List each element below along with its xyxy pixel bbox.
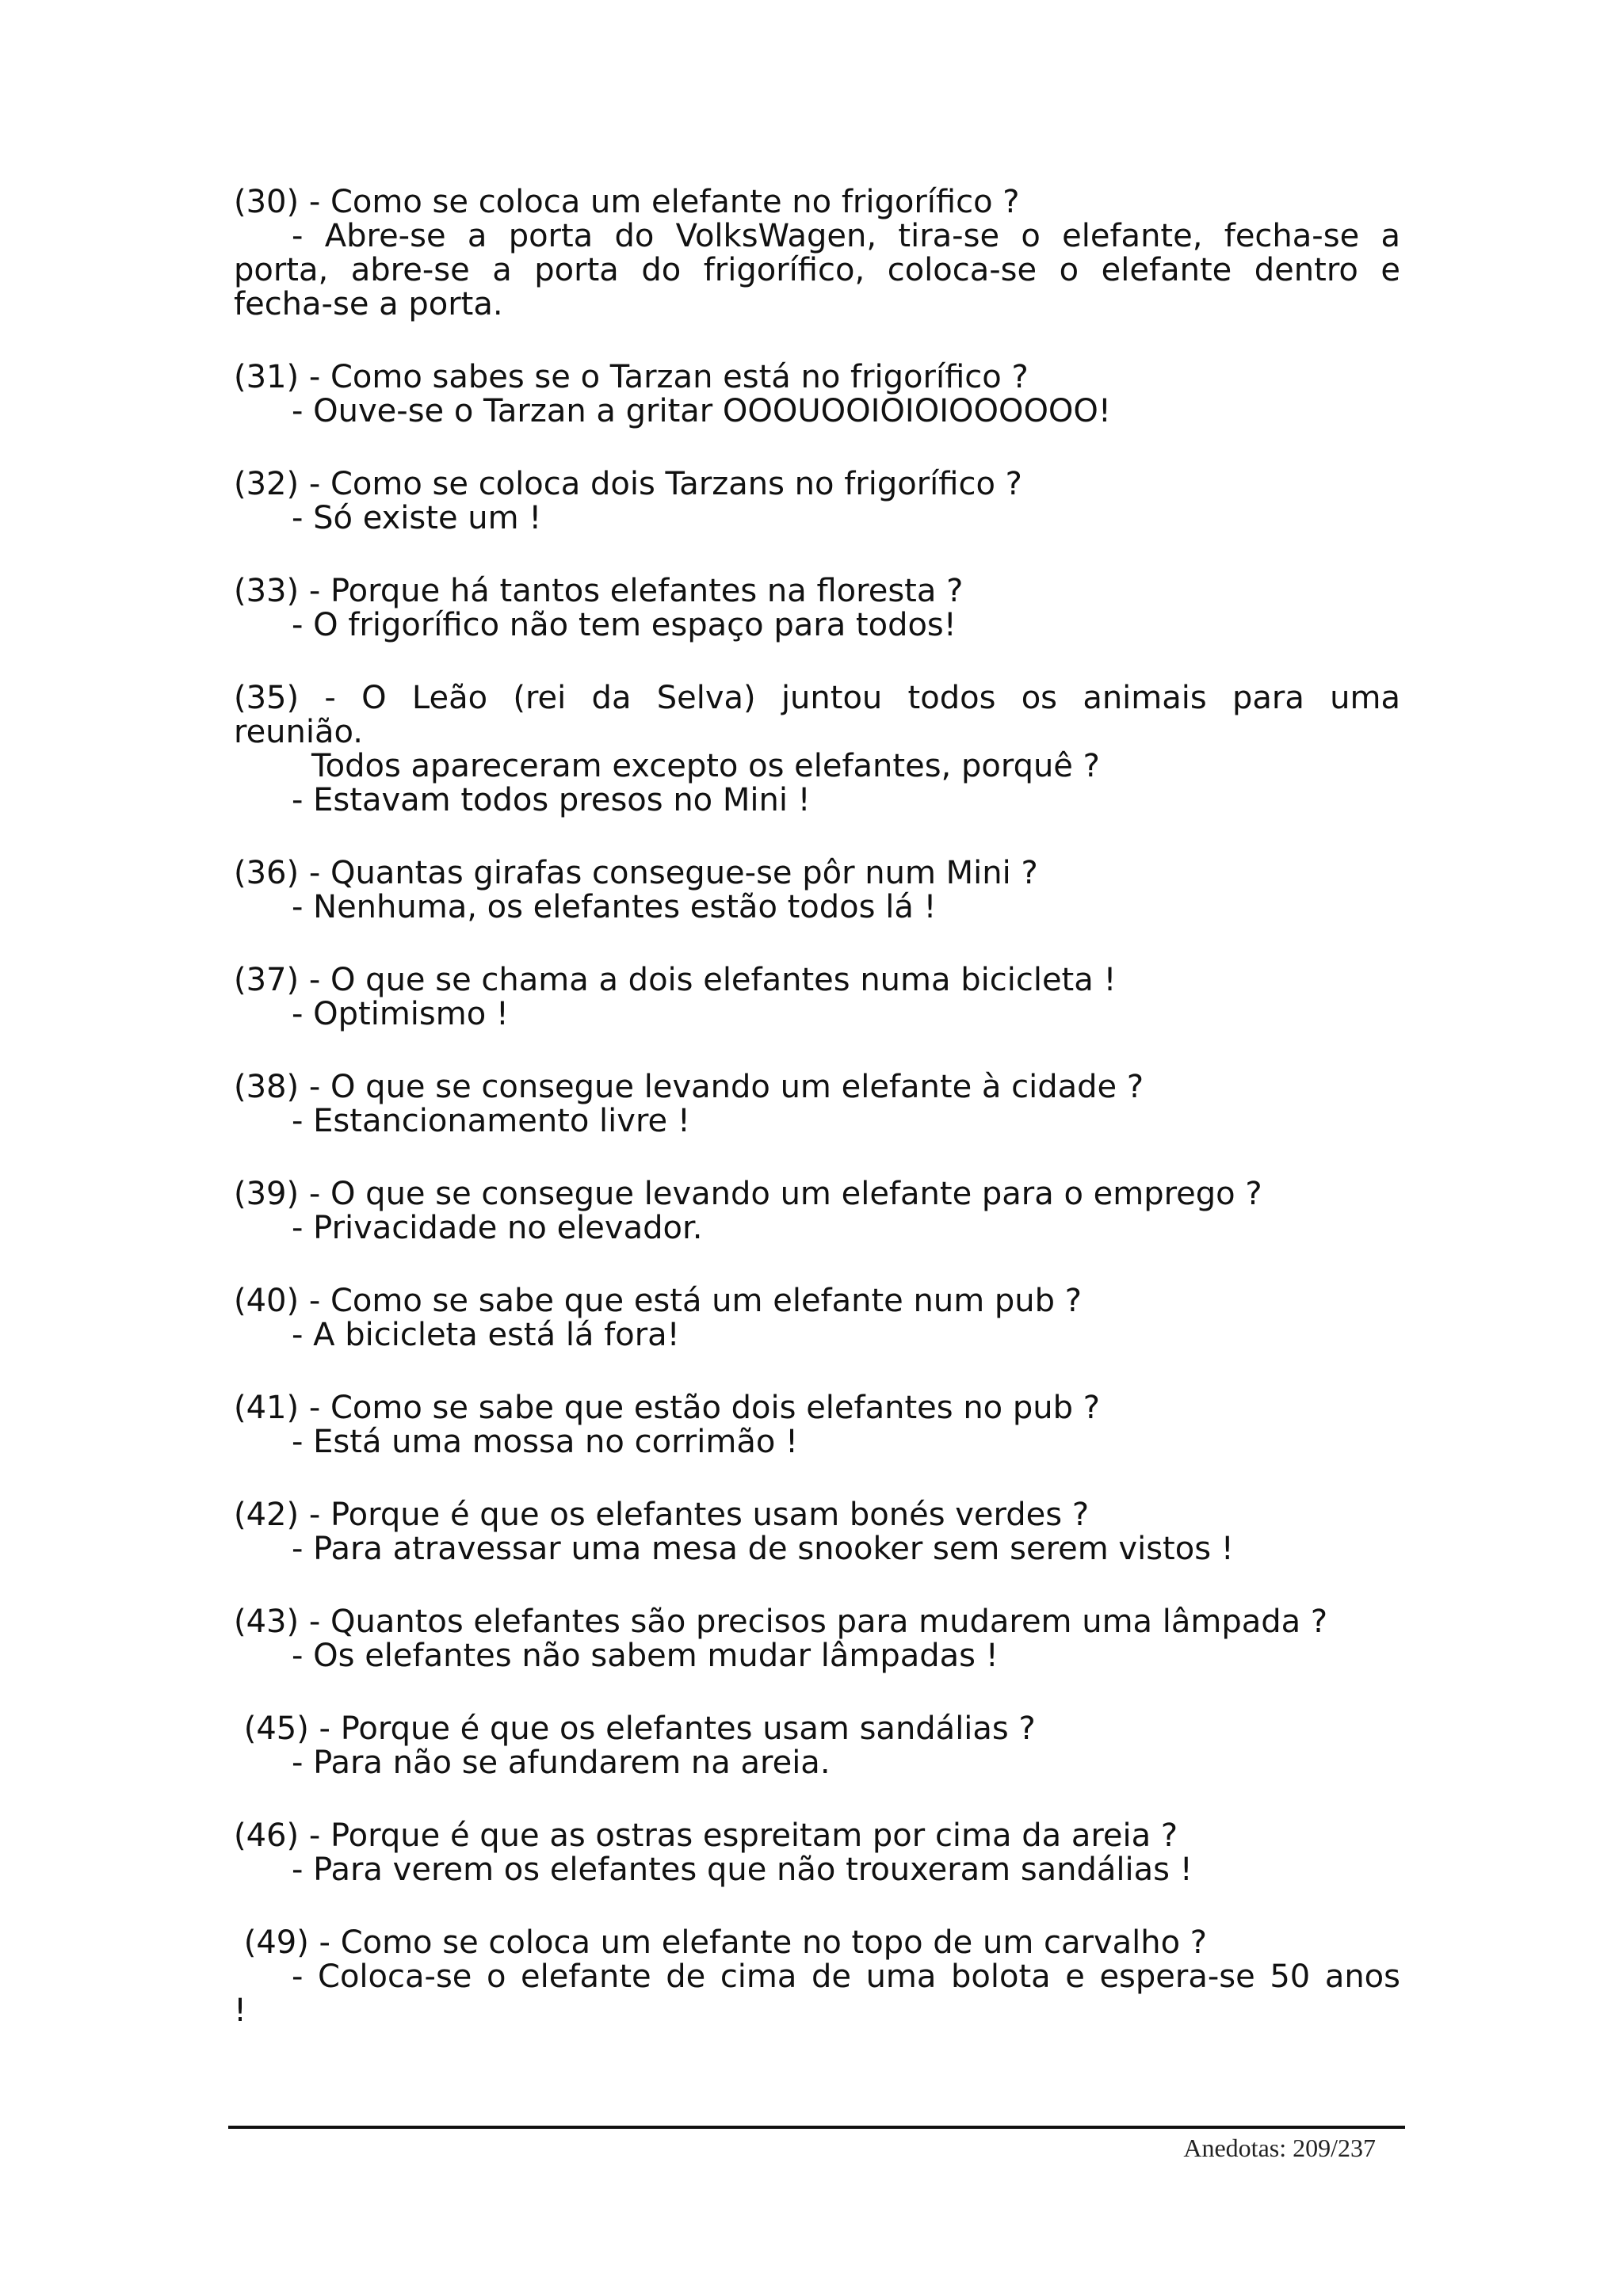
question-line: (36) - Quantas girafas consegue-se pôr num Mini ? [234,855,1038,891]
joke-32 [234,467,1400,536]
answer-line: - Para não se afundarem na areia. [292,1745,831,1781]
answer-line: - Os elefantes não sabem mudar lâmpadas ! [292,1638,999,1674]
question-line: (41) - Como se sabe que estão dois elefantes no pub ? [234,1390,1100,1426]
answer-line: porta, abre-se a porta do frigorífico, coloca-se o elefante dentro e [234,252,1400,288]
joke-46 [234,1819,1400,1887]
answer-line: - Privacidade no elevador. [292,1210,703,1246]
question-line: (43) - Quantos elefantes são precisos para mudarem uma lâmpada ? [234,1604,1328,1640]
joke-49 [234,1926,1400,2028]
joke-45 [234,1712,1400,1780]
joke-39 [234,1177,1400,1245]
joke-40 [234,1284,1400,1352]
question-line: (37) - O que se chama a dois elefantes numa bicicleta ! [234,962,1117,998]
question-line: (38) - O que se consegue levando um elefante à cidade ? [234,1069,1144,1105]
joke-38 [234,1070,1400,1138]
footer-divider [228,2126,1405,2129]
joke-31 [234,360,1400,429]
answer-line: - Ouve-se o Tarzan a gritar OOOUOOIOIOIOOOOOO! [292,393,1111,429]
joke-33 [234,574,1400,643]
answer-line: - Estavam todos presos no Mini ! [292,782,811,818]
question-line: (30) - Como se coloca um elefante no frigorífico ? [234,184,1020,220]
question-line: (31) - Como sabes se o Tarzan está no frigorífico ? [234,359,1029,395]
joke-30 [234,185,1400,322]
answer-line: ! [234,1993,247,2029]
question-line: (40) - Como se sabe que está um elefante num pub ? [234,1283,1082,1319]
question-line: (32) - Como se coloca dois Tarzans no frigorífico ? [234,466,1022,502]
answer-line: - Optimismo ! [292,996,509,1032]
question-line: Todos apareceram excepto os elefantes, porquê ? [311,748,1100,784]
answer-line: - Para atravessar uma mesa de snooker sem serem vistos ! [292,1531,1234,1567]
question-line: (39) - O que se consegue levando um elefante para o emprego ? [234,1176,1262,1212]
question-line: reunião. [234,714,363,750]
joke-43 [234,1605,1400,1673]
question-line: (46) - Porque é que as ostras espreitam por cima da areia ? [234,1817,1178,1854]
answer-line: fecha-se a porta. [234,286,503,322]
answer-line: - Abre-se a porta do VolksWagen, tira-se o elefante, fecha-se a [292,218,1400,254]
question-line: (42) - Porque é que os elefantes usam bonés verdes ? [234,1497,1090,1533]
answer-line: - Estancionamento livre ! [292,1103,690,1139]
joke-42 [234,1498,1400,1566]
page-number: Anedotas: 209/237 [1183,2134,1376,2162]
question-line: (35) - O Leão (rei da Selva) juntou todos os animais para uma [234,680,1400,716]
question-line: (33) - Porque há tantos elefantes na floresta ? [234,573,964,609]
question-line: (45) - Porque é que os elefantes usam sandálias ? [234,1711,1036,1747]
joke-41 [234,1391,1400,1459]
joke-35 [234,681,1400,818]
answer-line: - Coloca-se o elefante de cima de uma bolota e espera-se 50 anos [292,1958,1400,1995]
question-line: (49) - Como se coloca um elefante no topo de um carvalho ? [234,1924,1208,1961]
answer-line: - Está uma mossa no corrimão ! [292,1424,799,1460]
joke-37 [234,963,1400,1032]
joke-36 [234,856,1400,925]
answer-line: - Só existe um ! [292,500,542,536]
answer-line: - O frigorífico não tem espaço para todos! [292,607,957,643]
answer-line: - Nenhuma, os elefantes estão todos lá ! [292,889,937,925]
document-body [234,185,1400,2067]
answer-line: - A bicicleta está lá fora! [292,1317,680,1353]
answer-line: - Para verem os elefantes que não trouxeram sandálias ! [292,1852,1193,1888]
